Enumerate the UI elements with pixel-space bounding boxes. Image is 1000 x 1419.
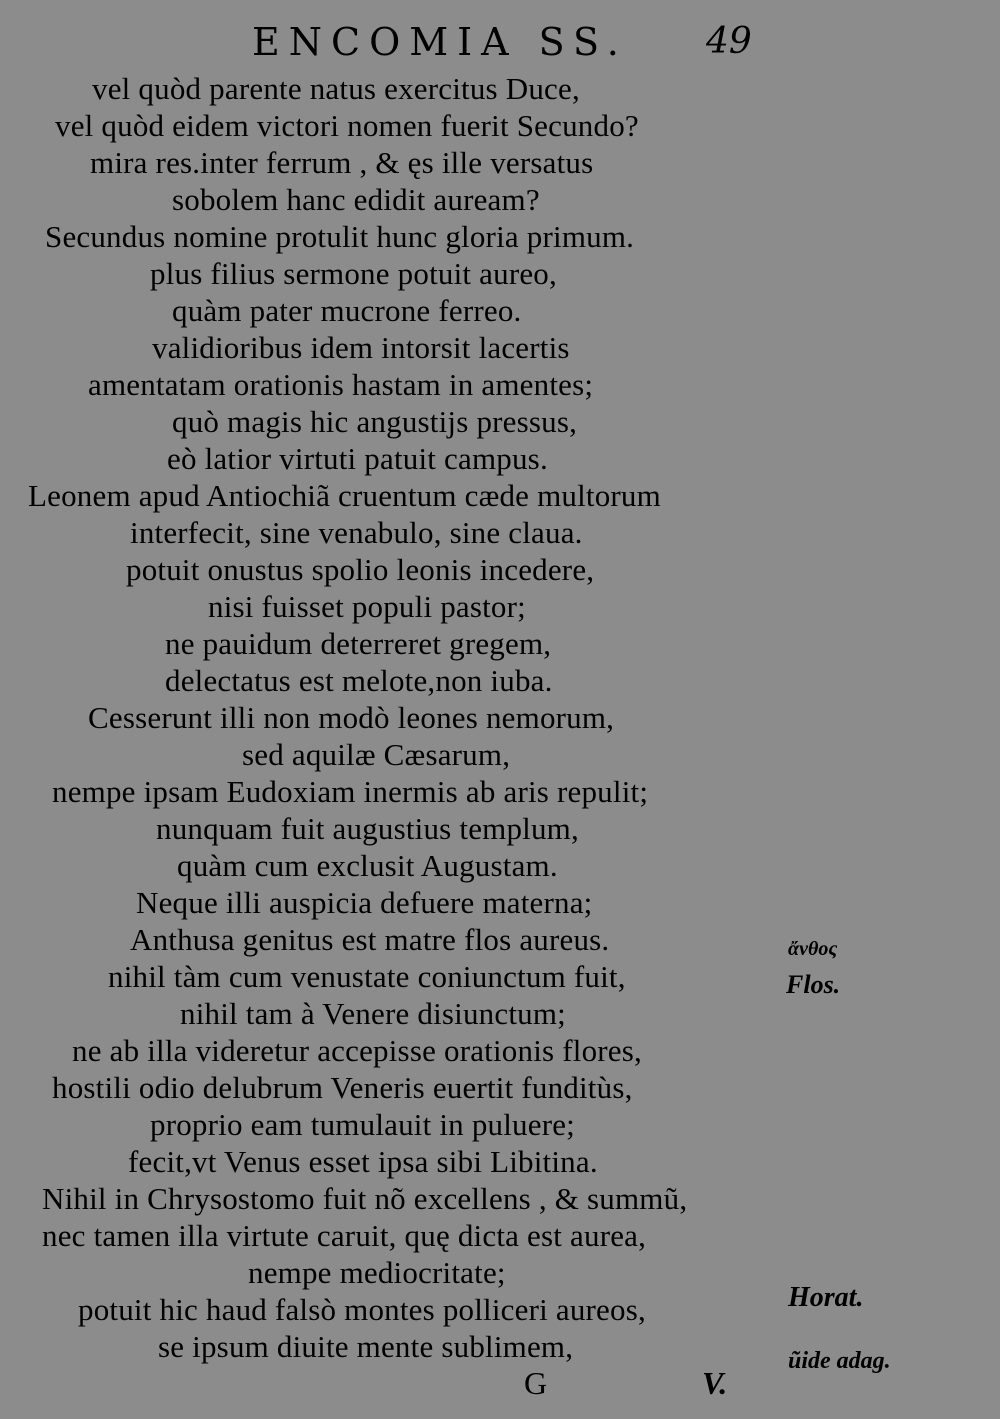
text-line: delectatus est melote,non iuba.	[165, 663, 553, 698]
catchword: V.	[702, 1365, 728, 1401]
text-line: ne pauidum deterreret gregem,	[165, 626, 552, 661]
margin-note-flos: Flos.	[786, 970, 841, 999]
text-line: validioribus idem intorsit lacertis	[152, 330, 570, 365]
text-line: quàm pater mucrone ferreo.	[172, 293, 522, 328]
text-line: sed aquilæ Cæsarum,	[242, 737, 511, 772]
page-footer	[0, 1360, 1000, 1410]
margin-note-greek: ἄνθος	[788, 938, 838, 960]
text-body	[0, 70, 780, 1365]
text-line: quò magis hic angustijs pressus,	[172, 404, 578, 439]
text-line: interfecit, sine venabulo, sine claua.	[130, 515, 583, 550]
text-line: nempe mediocritate;	[248, 1255, 506, 1290]
text-line: Leonem apud Antiochiã cruentum cæde multorum	[28, 478, 661, 513]
text-line: fecit,vt Venus esset ipsa sibi Libitina.	[128, 1144, 598, 1179]
text-line: ne ab illa videretur accepisse orationis flores,	[72, 1033, 642, 1068]
text-line: proprio eam tumulauit in puluere;	[150, 1107, 575, 1142]
text-line: nec tamen illa virtute caruit, quę dicta est aurea,	[42, 1218, 647, 1253]
text-line: vel quòd parente natus exercitus Duce,	[92, 71, 580, 106]
text-line: nisi fuisset populi pastor;	[208, 589, 526, 624]
text-line: Secundus nomine protulit hunc gloria primum.	[45, 219, 635, 254]
text-line: Anthusa genitus est matre flos aureus.	[130, 922, 610, 957]
margin-note-uide-adag: ũide adag.	[788, 1348, 891, 1374]
running-title: ENCOMIA SS.	[252, 20, 628, 64]
text-line: plus filius sermone potuit aureo,	[150, 256, 557, 291]
text-line: Nihil in Chrysostomo fuit nõ excellens , & summũ,	[42, 1181, 688, 1216]
text-line: se ipsum diuite mente sublimem,	[158, 1329, 574, 1364]
text-line: mira res.inter ferrum , & ęs ille versatus	[90, 145, 594, 180]
text-line: nempe ipsam Eudoxiam inermis ab aris repulit;	[52, 774, 649, 809]
page-number: 49	[706, 21, 752, 62]
margin-notes	[780, 0, 1000, 1419]
text-line: sobolem hanc edidit auream?	[172, 182, 540, 217]
text-line: nihil tam à Venere disiunctum;	[180, 996, 566, 1031]
text-line: Cesserunt illi non modò leones nemorum,	[88, 700, 615, 735]
text-line: amentatam orationis hastam in amentes;	[88, 367, 594, 402]
text-line: nunquam fuit augustius templum,	[156, 811, 579, 846]
text-line: Neque illi auspicia defuere materna;	[136, 885, 593, 920]
text-line: potuit hic haud falsò montes polliceri aureos,	[78, 1292, 646, 1327]
text-line: eò latior virtuti patuit campus.	[167, 441, 548, 476]
margin-note-horat: Horat.	[788, 1282, 864, 1313]
text-line: potuit onustus spolio leonis incedere,	[126, 552, 595, 587]
text-line: hostili odio delubrum Veneris euertit funditùs,	[52, 1070, 633, 1105]
signature-mark: G	[524, 1365, 548, 1401]
text-line: vel quòd eidem victori nomen fuerit Secundo?	[55, 108, 639, 143]
text-line: nihil tàm cum venustate coniunctum fuit,	[108, 959, 626, 994]
text-line: quàm cum exclusit Augustam.	[177, 848, 558, 883]
